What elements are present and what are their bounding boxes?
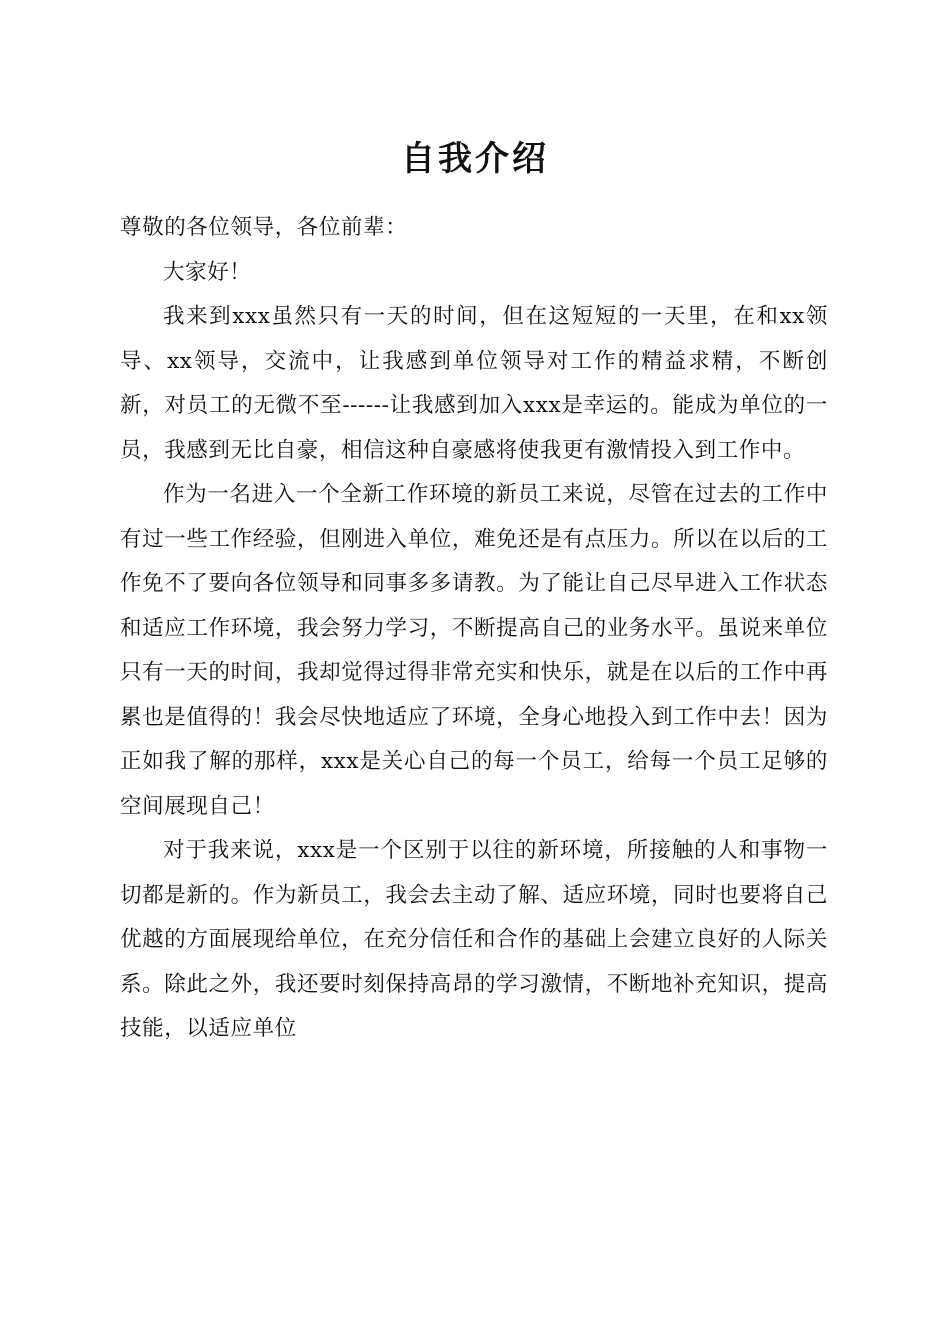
document-title: 自我介绍 [401,139,549,179]
paragraph-2: 作为一名进入一个全新工作环境的新员工来说，尽管在过去的工作中有过一些工作经验，但刚进入单位，难免还是有点压力。所以在以后的工作免不了要向各位领导和同事多多请教。为了能让自己尽早进入工作状态和适应工作环境，我会努力学习，不断提高自己的业务水平。虽说来单位只有一天的时间，我却觉得过得非常充实和快乐，就是在以后的工作中再累也是值得的！我会尽快地适应了环境，全身心地投入到工作中去！因为正如我了解的那样，xxx是关心自己的每一个员工，给每一个员工足够的空间展现自己！ [120,482,828,819]
document-body [120,206,828,1052]
paragraph-1: 我来到xxx虽然只有一天的时间，但在这短短的一天里，在和xx领导、xx领导，交流中，让我感到单位领导对工作的精益求精，不断创新，对员工的无微不至------让我感到加入xxx是幸运的。能成为单位的一员，我感到无比自豪，相信这种自豪感将使我更有激情投入到工作中。 [120,304,828,463]
salutation: 尊敬的各位领导，各位前辈： [120,215,408,240]
paragraph-3: 对于我来说，xxx是一个区别于以往的新环境，所接触的人和事物一切都是新的。作为新员工，我会去主动了解、适应环境，同时也要将自己优越的方面展现给单位，在充分信任和合作的基础上会建立良好的人际关系。除此之外，我还要时刻保持高昂的学习激情，不断地补充知识，提高技能，以适应单位 [120,838,828,1041]
greeting: 大家好！ [163,259,252,285]
